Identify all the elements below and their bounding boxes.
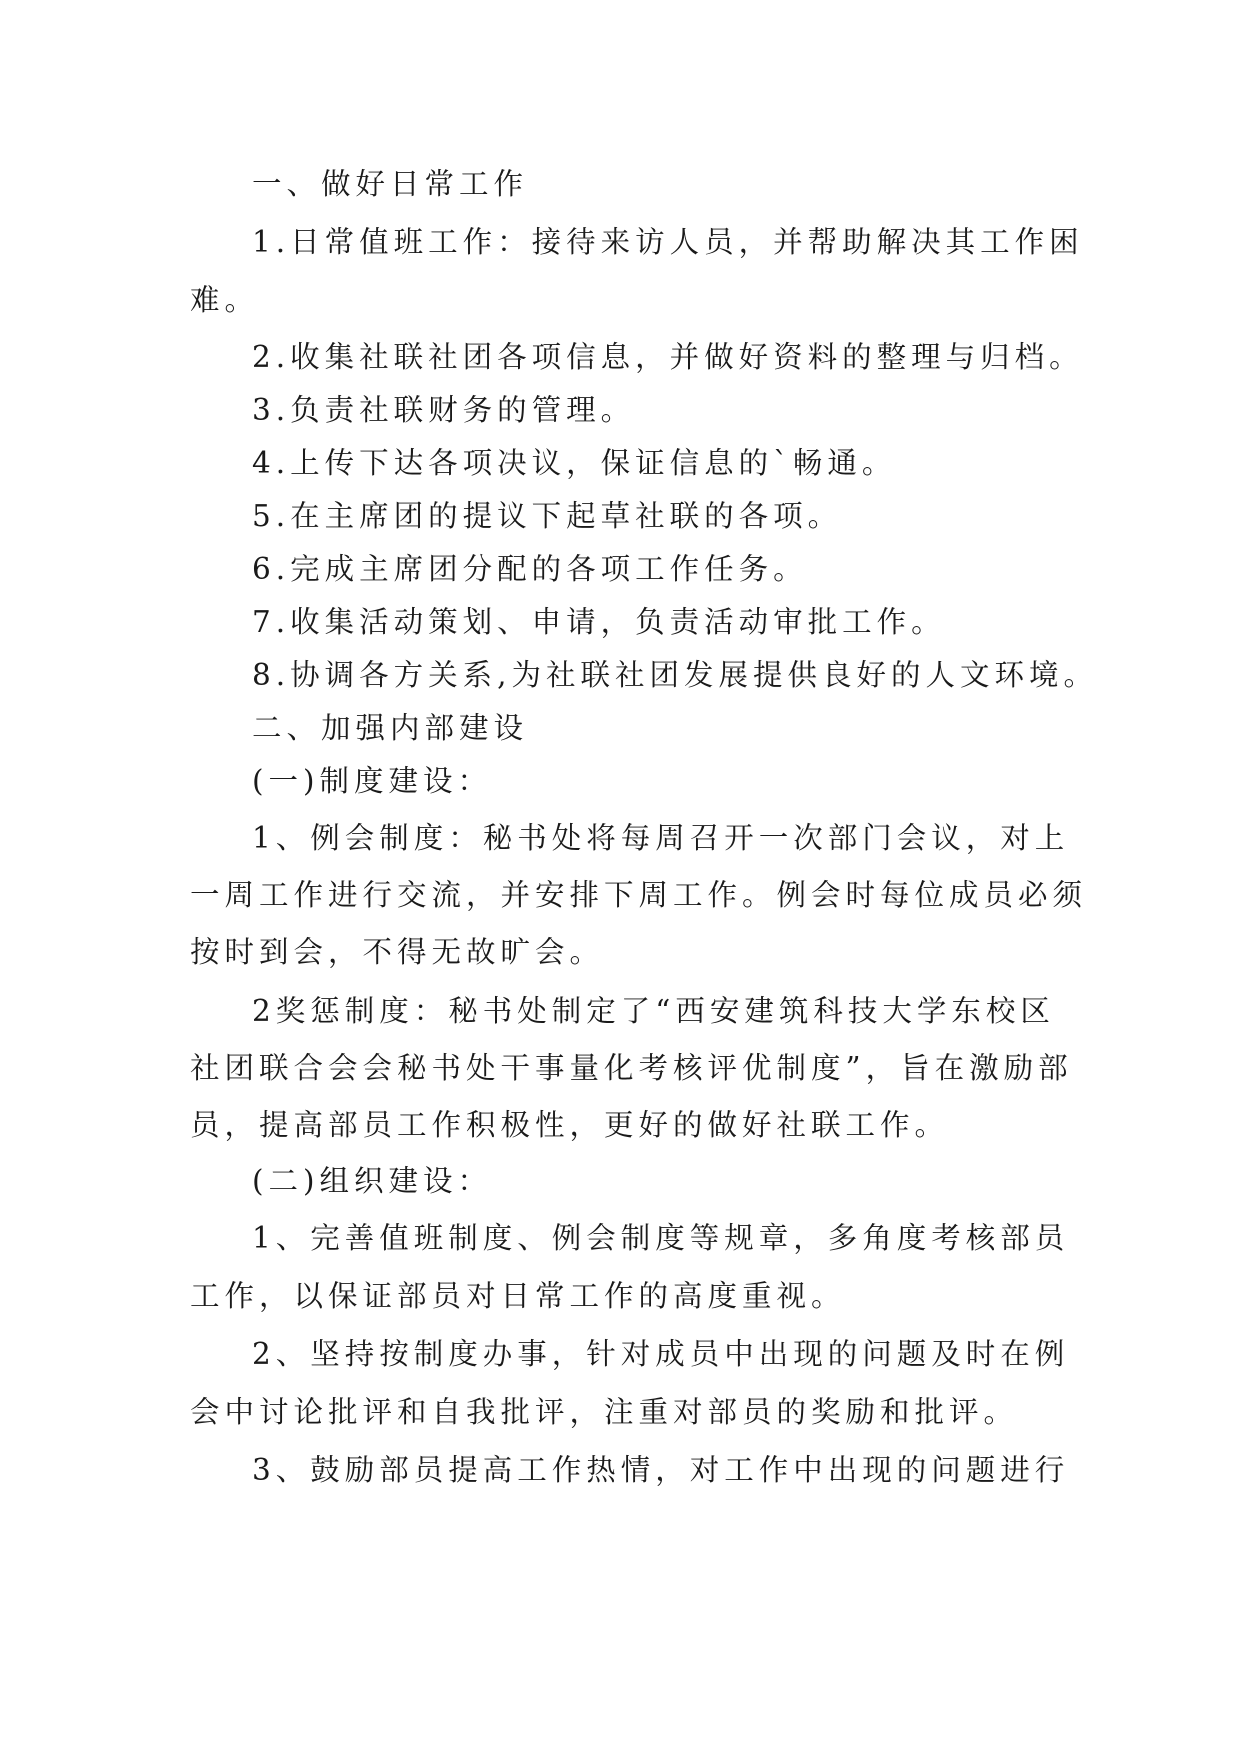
paragraph-line: 1.日常值班工作：接待来访人员，并帮助解决其工作困	[252, 225, 1084, 259]
paragraph-line: 按时到会，不得无故旷会。	[190, 935, 605, 969]
paragraph-line: 难。	[190, 283, 260, 317]
paragraph-line: 一周工作进行交流，并安排下周工作。例会时每位成员必须	[190, 878, 1088, 912]
paragraph-line: 2、坚持按制度办事，针对成员中出现的问题及时在例	[252, 1337, 1070, 1371]
paragraph-line: 8.协调各方关系,为社联社团发展提供良好的人文环境。	[252, 658, 1099, 692]
paragraph-line: 社团联合会会秘书处干事量化考核评优制度”，旨在激励部	[190, 1051, 1073, 1085]
section-heading-2: 二、加强内部建设	[252, 711, 529, 745]
subsection-heading: (二)组织建设：	[252, 1164, 493, 1198]
paragraph-line: 6.完成主席团分配的各项工作任务。	[252, 552, 808, 586]
paragraph-line: 5.在主席团的提议下起草社联的各项。	[252, 499, 843, 533]
paragraph-line: 2.收集社联社团各项信息，并做好资料的整理与归档。	[252, 340, 1084, 374]
paragraph-line: 2奖惩制度：秘书处制定了“西安建筑科技大学东校区	[252, 994, 1055, 1028]
paragraph-line: 1、完善值班制度、例会制度等规章，多角度考核部员	[252, 1221, 1070, 1255]
section-heading-1: 一、做好日常工作	[252, 167, 529, 201]
paragraph-line: 员，提高部员工作积极性，更好的做好社联工作。	[190, 1108, 950, 1142]
paragraph-line: 3.负责社联财务的管理。	[252, 393, 636, 427]
paragraph-line: 4.上传下达各项决议，保证信息的`畅通。	[252, 446, 897, 480]
paragraph-line: 3、鼓励部员提高工作热情，对工作中出现的问题进行	[252, 1453, 1070, 1487]
paragraph-line: 1、例会制度：秘书处将每周召开一次部门会议，对上	[252, 821, 1070, 855]
paragraph-line: 会中讨论批评和自我批评，注重对部员的奖励和批评。	[190, 1395, 1019, 1429]
paragraph-line: 7.收集活动策划、申请，负责活动审批工作。	[252, 605, 946, 639]
paragraph-line: 工作，以保证部员对日常工作的高度重视。	[190, 1279, 846, 1313]
subsection-heading: (一)制度建设：	[252, 764, 493, 798]
